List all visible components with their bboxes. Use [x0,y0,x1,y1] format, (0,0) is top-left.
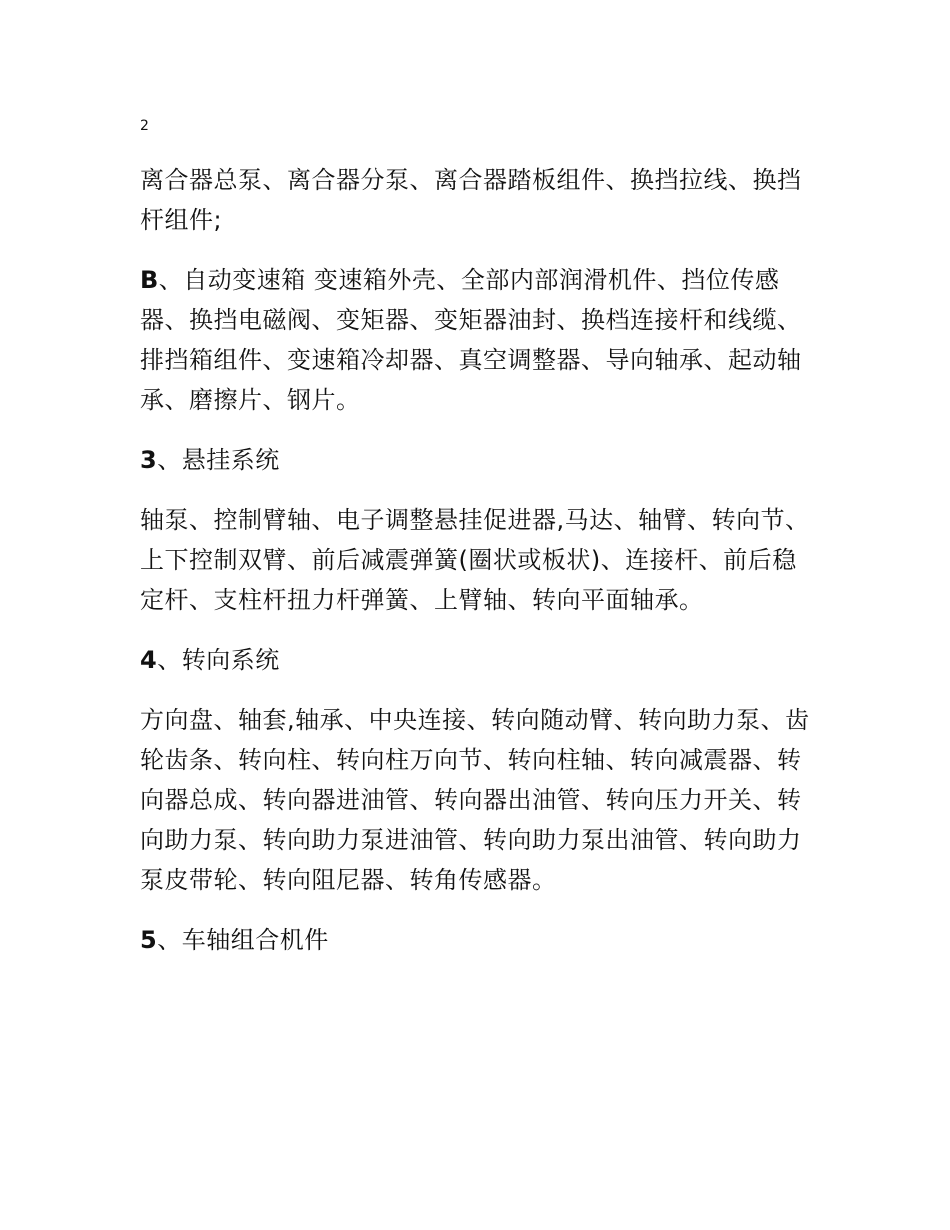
heading-suspension-system [140,440,820,480]
heading-text: 、转向系统 [157,646,280,674]
paragraph-automatic-transmission [140,260,820,420]
heading-number: 3 [140,446,158,474]
paragraph-suspension-parts [140,500,820,620]
heading-steering-system [140,640,820,680]
paragraph-text: 离合器总泵、离合器分泵、离合器踏板组件、换挡拉线、换挡杆组件; [140,166,802,234]
heading-number: 4 [140,646,158,674]
paragraph-clutch-parts [140,160,820,240]
paragraph-text: 方向盘、轴套,轴承、中央连接、转向随动臂、转向助力泵、齿轮齿条、转向柱、转向柱万向节、转向柱轴、转向减震器、转向器总成、转向器进油管、转向器出油管、转向压力开关、转向助力泵、转向助力泵进油管、转向助力泵出油管、转向助力泵皮带轮、转向阻尼器、转角传感器。 [140,706,810,894]
page-number: 2 [140,118,149,134]
paragraph-text: 轴泵、控制臂轴、电子调整悬挂促进器,马达、轴臂、转向节、上下控制双臂、前后减震弹簧(圈状或板状)、连接杆、前后稳定杆、支柱杆扭力杆弹簧、上臂轴、转向平面轴承。 [140,506,810,614]
heading-axle-assembly [140,920,820,960]
heading-number: 5 [140,926,158,954]
paragraph-text: 、自动变速箱 变速箱外壳、全部内部润滑机件、挡位传感器、换挡电磁阀、变矩器、变矩器油封、换档连接杆和线缆、排挡箱组件、变速箱冷却器、真空调整器、导向轴承、起动轴承、磨擦片、钢片。 [140,266,802,414]
paragraph-steering-parts [140,700,820,900]
heading-text: 、悬挂系统 [157,446,280,474]
paragraph-prefix: B [140,266,159,294]
heading-text: 、车轴组合机件 [157,926,329,954]
document-body [140,160,820,980]
